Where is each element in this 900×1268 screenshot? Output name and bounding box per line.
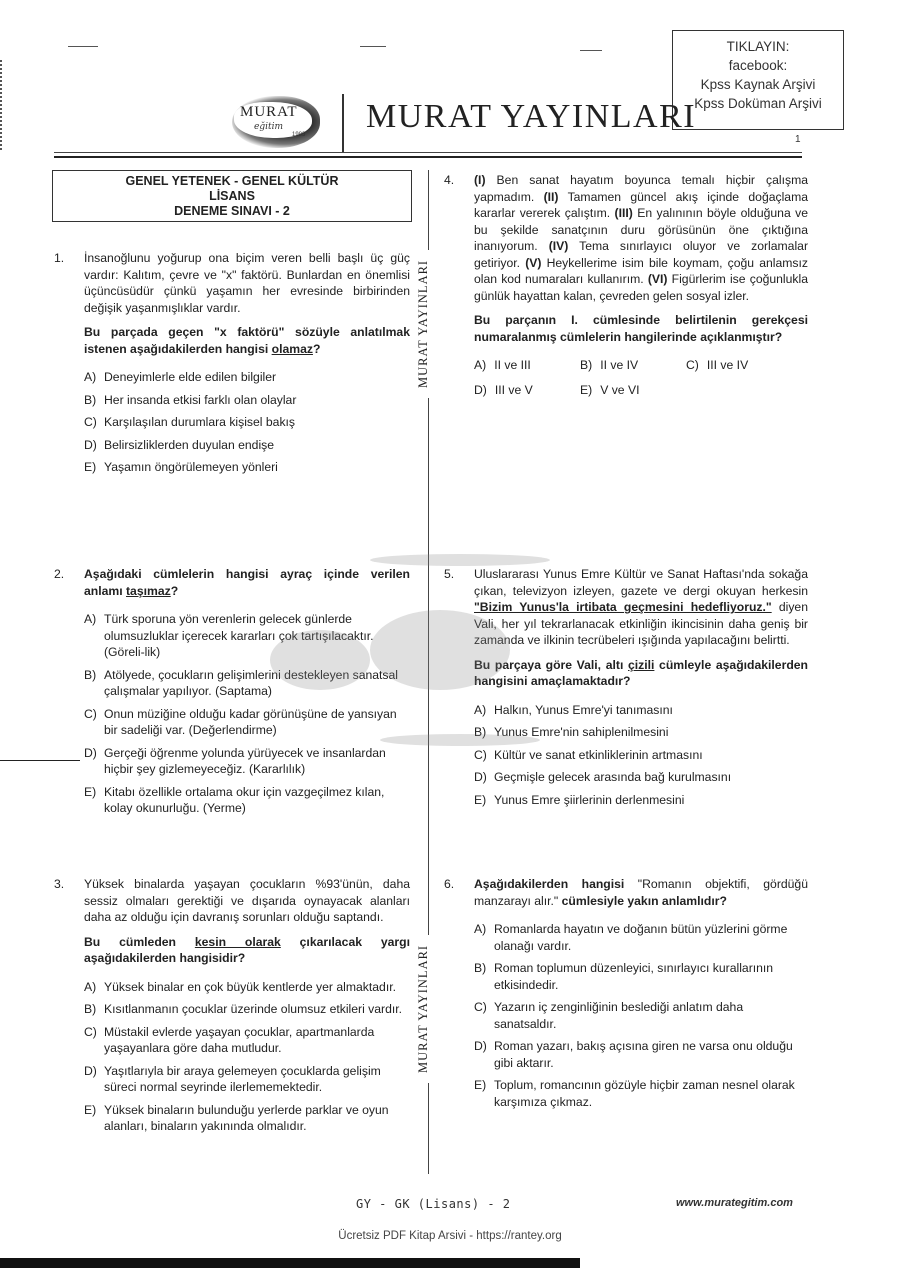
ad-line-4: Kpss Doküman Arşivi: [694, 96, 822, 111]
option-letter: C): [686, 358, 699, 372]
ad-line-3: Kpss Kaynak Arşivi: [700, 77, 816, 92]
header-rule-thick: [54, 156, 802, 158]
answer-option[interactable]: [580, 382, 686, 399]
option-letter: C): [84, 1024, 97, 1039]
options: [474, 357, 808, 398]
answer-option[interactable]: [84, 459, 410, 476]
answer-option[interactable]: [84, 437, 410, 454]
ad-box[interactable]: [672, 30, 844, 130]
question-number: 3.: [54, 877, 65, 891]
option-letter: E): [84, 460, 97, 474]
option-text: Roman toplumun düzenleyici, sınırlayıcı kurallarının etkisindedir.: [494, 961, 774, 992]
option-text: Yunus Emre'nin sahiplenilmesini: [494, 725, 669, 739]
answer-option[interactable]: [84, 1001, 410, 1018]
option-letter: A): [474, 358, 487, 372]
option-text: Yaşamın öngörülemeyen yönleri: [104, 460, 278, 474]
option-letter: C): [474, 747, 487, 762]
option-text: Yüksek binalar en çok büyük kentlerde yer almaktadır.: [104, 979, 396, 994]
option-letter: A): [84, 612, 97, 626]
option-text: Onun müziğine olduğu kadar görünüşüne de yansıyan bir sadeliği var. (Değerlendirme): [104, 706, 397, 737]
option-text: Yazarın iç zenginliğinin beslediği anlatım daha sanatsaldır.: [494, 1000, 744, 1031]
option-letter: D): [474, 770, 487, 784]
footer-exam-code: GY - GK (Lisans) - 2: [356, 1197, 511, 1211]
option-letter: D): [474, 382, 487, 397]
option-text: Gerçeği öğrenme yolunda yürüyecek ve insanlardan hiçbir şey gizlemeyeceğiz. (Kararlılık): [104, 745, 386, 776]
answer-option[interactable]: [474, 357, 580, 374]
option-letter: A): [474, 922, 487, 936]
options: [474, 921, 808, 1110]
ad-line-1: TIKLAYIN:: [726, 39, 790, 54]
option-text: Atölyede, çocukların gelişimlerini destekleyen sanatsal çalışmalar yapılıyor. (Saptama): [104, 667, 399, 698]
answer-option[interactable]: [580, 357, 686, 374]
answer-option[interactable]: [474, 921, 808, 954]
question-number: 4.: [444, 173, 455, 187]
scan-edge: [0, 60, 10, 150]
option-letter: E): [580, 382, 593, 397]
question-prompt: Bu parçanın I. cümlesinde belirtilenin gerekçesi numaralanmış cümlelerin hangilerinde açıklanmıştır?: [474, 313, 808, 344]
option-text: III ve V: [494, 382, 533, 397]
option-letter: D): [84, 437, 97, 452]
question-stem: (I) Ben sanat hayatım boyunca temalı hiçbir çalışma yapmadım. (II) Tamamen güncel akış içinde doğaçlama kararlar vererek çalıştım. (III) En yalınının böyle olduğuna ve bu şekilde sanatçının duru görüsünün öne çıktığına inanıyorum. (IV) Tema sınırlayıcı oluyor ve zorlamalar getiriyor. (V) Heykellerime isim bile koymam, çoğu anlamsız olan kod numaraları kullanırım. (VI) Figürlerim ise çoğunlukla günlük hayattan kalan, çevreden gelen sosyal izler.: [474, 173, 809, 303]
option-text: Kitabı özellikle ortalama okur için vazgeçilmez kılan, kolay okunurluğu. (Yerme): [104, 784, 385, 815]
answer-option[interactable]: [84, 414, 410, 431]
publisher-logo: [226, 92, 326, 152]
option-letter: B): [474, 961, 487, 975]
answer-option[interactable]: [84, 1102, 410, 1135]
option-letter: B): [474, 725, 487, 739]
header-rule: [54, 152, 802, 153]
question-prompt: Bu parçaya göre Vali, altı çizili cümleyle aşağıdakilerden hangisini amaçlamaktadır?: [474, 657, 808, 688]
answer-option[interactable]: [474, 792, 808, 809]
option-text: Belirsizliklerden duyulan endişe: [104, 437, 275, 452]
question-prompt: Bu parçada geçen "x faktörü" sözüyle anlatılmak istenen aşağıdakilerden hangisi olamaz?: [84, 325, 410, 356]
option-text: Kısıtlanmanın çocuklar üzerinde olumsuz etkileri vardır.: [104, 1002, 403, 1016]
option-letter: E): [474, 1078, 487, 1092]
option-text: Yüksek binaların bulunduğu yerlerde parklar ve oyun alanları, binaların yakınında olmalıdır.: [104, 1102, 389, 1133]
page-number: 1: [795, 134, 801, 145]
question-number: 5.: [444, 567, 455, 581]
option-letter: B): [580, 358, 593, 372]
option-text: Kültür ve sanat etkinliklerinin artmasını: [494, 747, 703, 762]
exam-title-line-2: LİSANS: [209, 189, 255, 203]
option-text: Her insanda etkisi farklı olan olaylar: [104, 392, 297, 407]
answer-option[interactable]: [84, 1024, 410, 1057]
option-text: V ve VI: [600, 382, 640, 397]
footer-website-link[interactable]: www.murategitim.com: [676, 1197, 793, 1209]
option-letter: E): [84, 784, 97, 799]
answer-option[interactable]: [84, 392, 410, 409]
question-prompt: Bu cümleden kesin olarak çıkarılacak yargı aşağıdakilerden hangisidir?: [84, 934, 410, 965]
answer-option[interactable]: [474, 382, 580, 399]
option-letter: C): [84, 415, 97, 429]
option-letter: B): [84, 392, 97, 407]
scan-mark: [580, 50, 602, 51]
option-text: II ve III: [494, 358, 531, 372]
question-stem: İnsanoğlunu yoğurup ona biçim veren belli başlı üç güç vardır: Kalıtım, çevre ve "x" faktörü. Bunlardan en önemlisi üçüncüsüdür çünkü yaşamın her evresinde birbirinden değişik yaşanmışlıklar vardır.: [84, 251, 410, 315]
question-stem: Yüksek binalarda yaşayan çocukların %93'ünün, daha sessiz olmaları gerektiği ve dışarıda oynayacak alanları daha az olduğu için davranış sorunları olduğu saptandı.: [84, 877, 410, 924]
option-letter: C): [84, 706, 97, 721]
option-letter: D): [474, 1039, 487, 1053]
footer-archive-link[interactable]: Ücretsiz PDF Kitap Arsivi - https://rantey.org: [338, 1230, 562, 1242]
option-text: Müstakil evlerde yaşayan çocuklar, apartmanlarda yaşayanlara göre daha mutludur.: [104, 1024, 375, 1055]
scan-bottom-bar: [0, 1258, 580, 1268]
scan-mark: [0, 760, 80, 761]
side-brand-label: MURAT YAYINLARI: [416, 935, 438, 1083]
option-text: Yunus Emre şiirlerinin derlenmesini: [494, 792, 685, 807]
option-letter: D): [84, 1063, 97, 1078]
answer-option[interactable]: [474, 1038, 808, 1071]
question-stem: Uluslararası Yunus Emre Kültür ve Sanat Haftası'nda sokağa çıkan, televizyon izleyen, gazete ve dergi okuyan herkesin "Bizim Yunus'la irtibata geçmesini hedefliyoruz." diyen Vali, her yıl tekrarlanacak etkinliğin ikincisinin daha geniş bir zamanda ve ilkinin tecrübeleri ışığında yapılacağını belirtti.: [474, 567, 808, 647]
side-brand-label: MURAT YAYINLARI: [416, 250, 438, 398]
options: [84, 979, 410, 1135]
option-text: III ve IV: [706, 358, 749, 372]
question-number: 1.: [54, 251, 65, 265]
answer-option[interactable]: [474, 999, 808, 1032]
option-text: Deneyimlerle elde edilen bilgiler: [104, 370, 277, 384]
answer-option[interactable]: [84, 1063, 410, 1096]
option-letter: D): [84, 745, 97, 760]
exam-title-box: [52, 170, 412, 222]
option-text: Roman yazarı, bakış açısına giren ne varsa onu olduğu gibi aktarır.: [494, 1039, 793, 1070]
option-letter: A): [84, 979, 97, 994]
scan-mark: [360, 46, 386, 47]
option-letter: C): [474, 1000, 487, 1014]
option-text: Geçmişle gelecek arasında bağ kurulmasını: [494, 770, 732, 784]
exam-title-line-1: GENEL YETENEK - GENEL KÜLTÜR: [125, 174, 339, 188]
brand-title: MURAT YAYINLARI: [366, 98, 697, 135]
option-text: II ve IV: [600, 358, 639, 372]
answer-option[interactable]: [84, 979, 410, 996]
option-text: Karşılaşılan durumlara kişisel bakış: [104, 415, 296, 429]
option-letter: E): [474, 792, 487, 807]
question-number: 6.: [444, 877, 455, 891]
answer-option[interactable]: [474, 1077, 808, 1110]
question-prompt: Aşağıdakilerden hangisi "Romanın objektifi, gördüğü manzarayı alır." cümlesiyle yakın anlamlıdır?: [474, 877, 808, 908]
option-text: Türk sporuna yön verenlerin gelecek günlerde olumsuzluklar içerecek kararları çok tartışılacaktır. (Göreli-lik): [104, 612, 374, 659]
options: [84, 369, 410, 476]
option-text: Romanlarda hayatın ve doğanın bütün yüzlerini görme olanağı vardır.: [494, 922, 788, 953]
logo-year: 1983: [292, 132, 306, 138]
answer-option[interactable]: [686, 357, 796, 374]
logo-text: MURAT: [240, 104, 298, 120]
option-letter: A): [474, 702, 487, 717]
answer-option[interactable]: [84, 369, 410, 386]
option-letter: B): [84, 1002, 97, 1016]
option-text: Halkın, Yunus Emre'yi tanımasını: [494, 702, 673, 717]
scan-mark: [68, 46, 98, 47]
header-divider: [342, 94, 344, 152]
scan-watermark: [200, 540, 700, 780]
option-text: Yaşıtlarıyla bir araya gelemeyen çocuklarda gelişim süreci normal seyrinde ilerlememektedir.: [104, 1063, 381, 1094]
question-prompt: Aşağıdaki cümlelerin hangisi ayraç içinde verilen anlamı taşımaz?: [84, 567, 410, 598]
option-letter: B): [84, 667, 97, 682]
ad-line-2: facebook:: [728, 58, 788, 73]
option-letter: A): [84, 370, 97, 384]
option-letter: E): [84, 1102, 97, 1117]
answer-option[interactable]: [474, 960, 808, 993]
exam-title-line-3: DENEME SINAVI - 2: [174, 204, 290, 218]
answer-option[interactable]: [84, 784, 410, 817]
question-number: 2.: [54, 567, 65, 581]
logo-subtext: eğitim: [254, 122, 283, 132]
option-text: Toplum, romancının gözüyle hiçbir zaman nesnel olarak karşımıza çıkmaz.: [494, 1078, 795, 1109]
